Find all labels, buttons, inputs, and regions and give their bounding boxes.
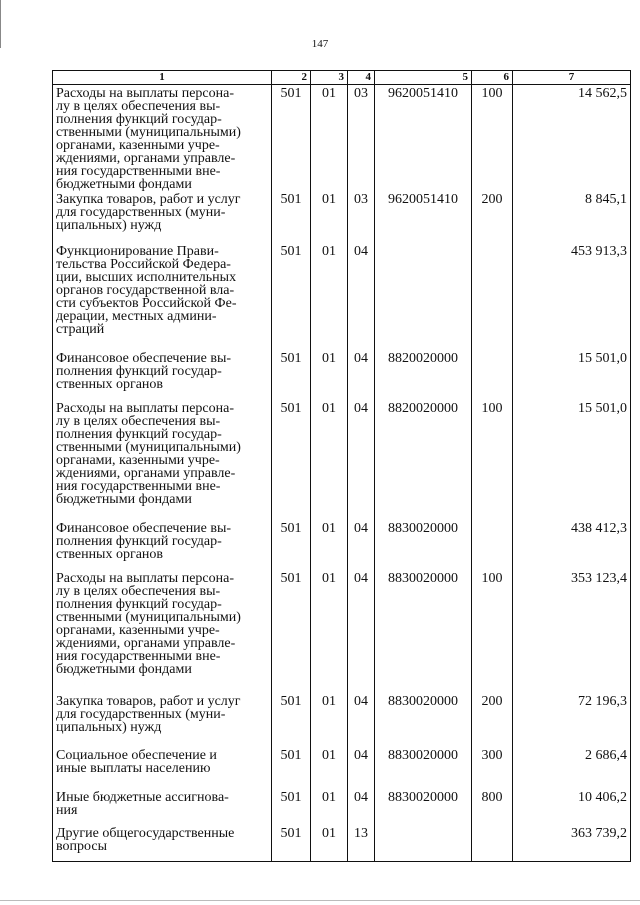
row-name-cell: Финансовое обеспечение вы- полнения функций государ- ственных органов <box>53 520 272 570</box>
table-row <box>53 789 631 825</box>
table-header-row <box>53 71 631 85</box>
row-value-cell-5: 9620051410 <box>375 85 472 192</box>
row-value-cell-5: 8830020000 <box>375 693 472 747</box>
row-value-cell-2: 501 <box>272 789 311 825</box>
row-value-cell-3: 01 <box>311 85 348 192</box>
table-row <box>53 85 631 192</box>
row-value-cell-4: 04 <box>348 570 375 693</box>
row-value-cell-6 <box>472 243 513 350</box>
row-value-cell-6 <box>472 350 513 400</box>
column-header-6: 6 <box>472 71 513 85</box>
row-value-cell-5: 9620051410 <box>375 191 472 243</box>
row-value-cell-5 <box>375 825 472 861</box>
row-name-cell: Расходы на выплаты персона- лу в целях обеспечения вы- полнения функций государ- ственными (муниципальными) органами, казенными учре- ждениями, органами управле- ния государственными вне- бюджетными фондами <box>53 570 272 693</box>
column-header-2: 2 <box>272 71 311 85</box>
table-row <box>53 520 631 570</box>
table-row <box>53 350 631 400</box>
row-value-cell-6: 100 <box>472 400 513 520</box>
row-value-cell-3: 01 <box>311 191 348 243</box>
row-value-cell-4: 04 <box>348 520 375 570</box>
row-value-cell-2: 501 <box>272 747 311 789</box>
column-header-7: 7 <box>513 71 631 85</box>
row-value-cell-4: 03 <box>348 85 375 192</box>
scan-edge-mark <box>0 0 1 48</box>
row-value-cell-7: 8 845,1 <box>513 191 631 243</box>
row-value-cell-4: 03 <box>348 191 375 243</box>
row-value-cell-2: 501 <box>272 191 311 243</box>
row-value-cell-6: 200 <box>472 693 513 747</box>
page-number: 147 <box>311 38 329 50</box>
table-row <box>53 191 631 243</box>
row-value-cell-6: 800 <box>472 789 513 825</box>
row-value-cell-3: 01 <box>311 570 348 693</box>
row-value-cell-4: 04 <box>348 747 375 789</box>
row-value-cell-3: 01 <box>311 825 348 861</box>
budget-table <box>52 70 631 862</box>
column-header-4: 4 <box>348 71 375 85</box>
row-value-cell-3: 01 <box>311 400 348 520</box>
row-name-cell: Закупка товаров, работ и услуг для государственных (муни- ципальных) нужд <box>53 693 272 747</box>
row-value-cell-7: 15 501,0 <box>513 350 631 400</box>
row-value-cell-6: 200 <box>472 191 513 243</box>
row-value-cell-4: 04 <box>348 350 375 400</box>
column-header-3: 3 <box>311 71 348 85</box>
row-value-cell-5: 8830020000 <box>375 520 472 570</box>
row-value-cell-5: 8820020000 <box>375 350 472 400</box>
row-value-cell-4: 04 <box>348 693 375 747</box>
row-value-cell-3: 01 <box>311 747 348 789</box>
row-value-cell-2: 501 <box>272 570 311 693</box>
row-name-cell: Социальное обеспечение и иные выплаты населению <box>53 747 272 789</box>
table-row <box>53 693 631 747</box>
row-value-cell-3: 01 <box>311 243 348 350</box>
row-value-cell-7: 15 501,0 <box>513 400 631 520</box>
table-row <box>53 570 631 693</box>
row-value-cell-2: 501 <box>272 825 311 861</box>
row-value-cell-2: 501 <box>272 520 311 570</box>
row-name-cell: Закупка товаров, работ и услуг для государственных (муни- ципальных) нужд <box>53 191 272 243</box>
row-value-cell-7: 353 123,4 <box>513 570 631 693</box>
scan-edge-mark <box>0 900 640 901</box>
table-row <box>53 747 631 789</box>
row-value-cell-3: 01 <box>311 520 348 570</box>
row-name-cell: Другие общегосударственные вопросы <box>53 825 272 861</box>
row-value-cell-4: 04 <box>348 243 375 350</box>
row-value-cell-3: 01 <box>311 350 348 400</box>
row-value-cell-5: 8820020000 <box>375 400 472 520</box>
table-row <box>53 243 631 350</box>
row-value-cell-7: 453 913,3 <box>513 243 631 350</box>
column-header-5: 5 <box>375 71 472 85</box>
row-value-cell-2: 501 <box>272 243 311 350</box>
row-value-cell-4: 04 <box>348 789 375 825</box>
column-header-1: 1 <box>53 71 272 85</box>
row-value-cell-6: 100 <box>472 570 513 693</box>
row-name-cell: Финансовое обеспечение вы- полнения функций государ- ственных органов <box>53 350 272 400</box>
row-value-cell-4: 13 <box>348 825 375 861</box>
row-value-cell-6 <box>472 825 513 861</box>
row-name-cell: Расходы на выплаты персона- лу в целях обеспечения вы- полнения функций государ- ственными (муниципальными) органами, казенными учре- ждениями, органами управле- ния государственными вне- бюджетными фондами <box>53 400 272 520</box>
row-name-cell: Расходы на выплаты персона- лу в целях обеспечения вы- полнения функций государ- ственными (муниципальными) органами, казенными учре- ждениями, органами управле- ния государственными вне- бюджетными фондами <box>53 85 272 192</box>
row-value-cell-2: 501 <box>272 85 311 192</box>
row-value-cell-6: 300 <box>472 747 513 789</box>
row-value-cell-5: 8830020000 <box>375 789 472 825</box>
row-value-cell-4: 04 <box>348 400 375 520</box>
row-value-cell-2: 501 <box>272 350 311 400</box>
row-value-cell-2: 501 <box>272 400 311 520</box>
row-value-cell-5: 8830020000 <box>375 747 472 789</box>
table-row <box>53 825 631 861</box>
row-value-cell-7: 438 412,3 <box>513 520 631 570</box>
row-value-cell-3: 01 <box>311 789 348 825</box>
row-value-cell-7: 2 686,4 <box>513 747 631 789</box>
row-value-cell-2: 501 <box>272 693 311 747</box>
row-name-cell: Функционирование Прави- тельства Российской Федера- ции, высших исполнительных органов государственной вла- сти субъектов Российской Фе- дерации, местных админи- страций <box>53 243 272 350</box>
row-value-cell-6: 100 <box>472 85 513 192</box>
row-name-cell: Иные бюджетные ассигнова- ния <box>53 789 272 825</box>
row-value-cell-6 <box>472 520 513 570</box>
row-value-cell-7: 14 562,5 <box>513 85 631 192</box>
row-value-cell-3: 01 <box>311 693 348 747</box>
row-value-cell-7: 363 739,2 <box>513 825 631 861</box>
row-value-cell-5: 8830020000 <box>375 570 472 693</box>
row-value-cell-7: 10 406,2 <box>513 789 631 825</box>
row-value-cell-7: 72 196,3 <box>513 693 631 747</box>
row-value-cell-5 <box>375 243 472 350</box>
table-row <box>53 400 631 520</box>
